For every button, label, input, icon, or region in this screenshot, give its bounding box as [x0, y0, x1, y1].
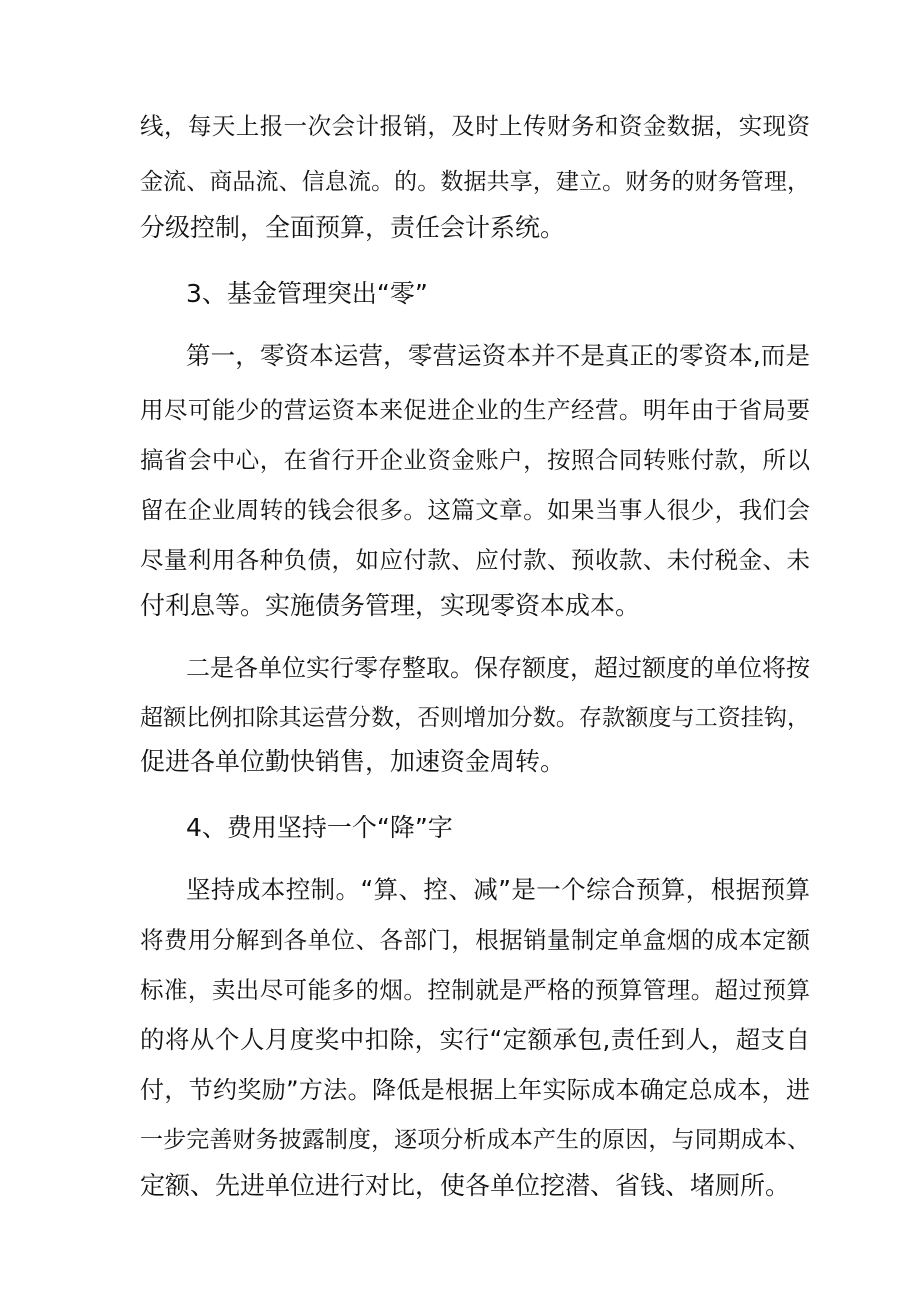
paragraph-line: 坚持成本控制。“算、控、减”是一个综合预算，根据预算	[186, 875, 810, 904]
paragraph-line: 第一，零资本运营，零营运资本并不是真正的零资本,而是	[186, 341, 810, 370]
paragraph-line: 尽量利用各种负债，如应付款、应付款、预收款、未付税金、未	[140, 546, 810, 574]
paragraph-line: 一步完善财务披露制度，逐项分析成本产生的原因，与同期成本、	[140, 1127, 810, 1153]
paragraph-line: 搞省会中心，在省行开企业资金账户，按照合同转账付款，所以	[140, 446, 810, 474]
paragraph-line: 二是各单位实行零存整取。保存额度，超过额度的单位将按	[186, 654, 810, 682]
paragraph-line: 将费用分解到各单位、各部门，根据销量制定单盒烟的成本定额	[140, 926, 810, 954]
paragraph-line: 定额、先进单位进行对比，使各单位挖潜、省钱、堵厕所。	[140, 1171, 791, 1200]
paragraph-line: 标准，卖出尽可能多的烟。控制就是严格的预算管理。超过预算	[140, 976, 810, 1004]
paragraph-line: 促进各单位勤快销售，加速资金周转。	[140, 747, 566, 776]
paragraph-line: 留在企业周转的钱会很多。这篇文章。如果当事人很少，我们会	[140, 496, 810, 524]
paragraph-line: 付，节约奖励”方法。降低是根据上年实际成本确定总成本，进	[140, 1076, 810, 1104]
paragraph-line: 分级控制，全面预算，责任会计系统。	[140, 213, 566, 242]
section-heading: 4、费用坚持一个“降”字	[186, 813, 453, 842]
paragraph-line: 用尽可能少的营运资本来促进企业的生产经营。明年由于省局要	[140, 396, 810, 424]
paragraph-line: 线，每天上报一次会计报销，及时上传财务和资金数据，实现资	[140, 112, 810, 140]
paragraph-line: 金流、商品流、信息流。的。数据共享，建立。财务的财务管理，	[140, 169, 810, 195]
paragraph-line: 的将从个人月度奖中扣除，实行“定额承包,责任到人，超支自	[140, 1025, 810, 1054]
section-heading: 3、基金管理突出“零”	[186, 279, 428, 308]
paragraph-line: 付利息等。实施债务管理，实现零资本成本。	[140, 591, 641, 620]
paragraph-line: 超额比例扣除其运营分数，否则增加分数。存款额度与工资挂钩，	[140, 705, 810, 731]
